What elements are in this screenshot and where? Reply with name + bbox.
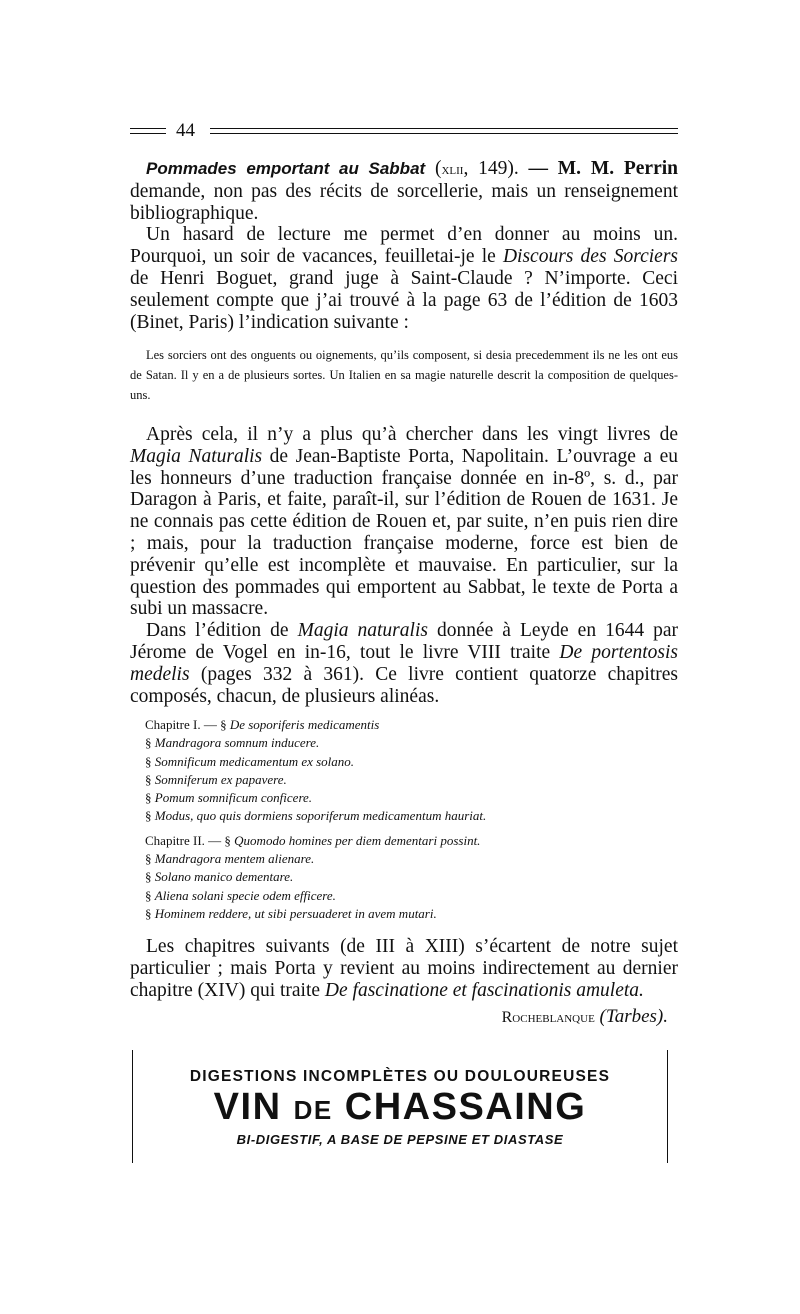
advertisement-box <box>132 1050 668 1163</box>
paragraph-2: Un hasard de lecture me permet d’en donner au moins un. Pourquoi, un soir de vacances, feuilletai-je le Discours des Sorciers de Henri Boguet, grand juge à Saint-Claude ? N’importe. Ceci seulement compte que j’ai trouvé à la page 63 de l’édition de 1603 (Binet, Paris) l’indication suivante : <box>130 224 678 333</box>
chapter-line: Chapitre II. — § Quomodo homines per diem dementari possint. <box>145 832 481 848</box>
ad-headline: DIGESTIONS INCOMPLÈTES OU DOULOUREUSES <box>189 1068 611 1085</box>
book-title-fascinatione: De fascinatione et fascinationis amuleta. <box>324 979 644 1001</box>
chapter-line: § Aliena solani specie odem efficere. <box>145 887 336 903</box>
chapter-line: § Mandragora somnum inducere. <box>145 735 320 751</box>
paragraph-4: Dans l’édition de Magia naturalis donnée à Leyde en 1644 par Jérome de Vogel en in-16, tout le livre VIII traite De portentosis medelis (pages 332 à 361). Ce livre contient quatorze chapitres composés, chacun, de plusieurs alinéas. <box>130 620 678 707</box>
header-rule-left <box>130 128 166 134</box>
reference-author: — M. M. Perrin <box>518 158 679 179</box>
paragraph-1: Pommades emportant au Sabbat (xlii, 149). — M. M. Perrin demande, non pas des récits de sorcellerie, mais un renseignement bibliographique. <box>130 158 679 224</box>
page-number: 44 <box>176 120 195 141</box>
paragraph-3: Après cela, il n’y a plus qu’à chercher dans les vingt livres de Magia Naturalis de Jean-Baptiste Porta, Napolitain. L’ouvrage a eu les honneurs d’une traduction française donnée en in-8º, s. d., par Daragon à Paris, et faite, paraît-il, sur l’édition de Rouen de 1631. Je ne connais pas cette édition de Rouen et, par suite, n’en puis rien dire ; mais, pour la traduction française moderne, force est bien de prévenir qu’elle est incomplète et mauvaise. En particulier, sur la question des pommades qui emportent au Sabbat, le texte de Porta a subi un massacre. <box>130 424 678 620</box>
ad-tagline: BI-DIGESTIF, A BASE DE PEPSINE ET DIASTASE <box>236 1132 564 1147</box>
article-title: Pommades emportant au Sabbat <box>146 159 426 178</box>
chapter-line: § Solano manico dementare. <box>145 869 294 885</box>
chapter-line: § Somniferum ex papavere. <box>145 771 287 787</box>
chapter-line: § Mandragora mentem alienare. <box>145 851 315 867</box>
paragraph-5: Les chapitres suivants (de III à XIII) s’écartent de notre sujet particulier ; mais Porta y revient au moins indirectement au dernier chapitre (XIV) qui traite De fascinatione et fascinationis amuleta. <box>130 936 678 1001</box>
book-title-portentosis: De portentosis medelis <box>130 641 678 685</box>
quotation-text: Les sorciers ont des onguents ou oignements, qu’ils composent, si desia precedemment ils ne les ont eus de Satan. Il y en a de plusieurs sortes. Un Italien en sa magie naturelle descrit la composition de quelques-uns. <box>130 348 678 402</box>
chapter-line: Chapitre I. — § De soporiferis medicamentis <box>145 717 380 732</box>
chapter-list <box>145 716 675 923</box>
chapter-line: § Pomum somnificum conficere. <box>145 790 313 806</box>
reference-volume: xlii <box>441 161 464 178</box>
signature <box>502 1006 668 1029</box>
chapter-line: § Somnificum medicamentum ex solano. <box>145 753 355 769</box>
book-title-magia: Magia Naturalis <box>130 445 263 467</box>
book-title-magia-2: Magia naturalis <box>297 620 428 642</box>
page-header <box>130 120 678 142</box>
signature-name: Rocheblanque <box>501 1009 595 1026</box>
article-body <box>130 424 678 707</box>
ad-product-name: VIN DE CHASSAING <box>213 1086 587 1128</box>
article-intro <box>130 158 678 333</box>
signature-place: (Tarbes). <box>599 1006 668 1027</box>
quotation <box>130 345 678 405</box>
article-conclusion <box>130 936 678 1001</box>
chapter-line: § Modus, quo quis dormiens soporiferum medicamentum hauriat. <box>145 808 487 824</box>
book-title-discours: Discours des Sorciers <box>502 246 678 268</box>
header-rule-right <box>210 128 678 134</box>
chapter-line: § Hominem reddere, ut sibi persuaderet in avem mutari. <box>145 905 437 921</box>
